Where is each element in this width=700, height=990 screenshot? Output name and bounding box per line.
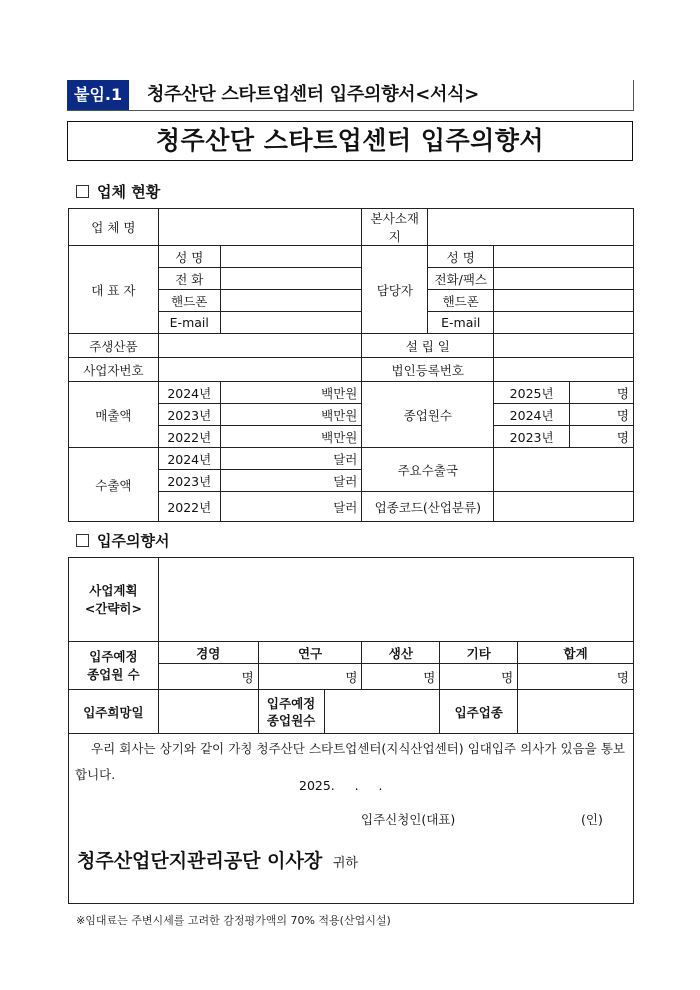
rep-name-field[interactable]	[220, 246, 362, 268]
sales-unit[interactable]: 백만원	[220, 382, 362, 404]
hq-field[interactable]	[428, 209, 634, 246]
corpno-label: 법인등록번호	[362, 358, 494, 382]
recipient	[77, 846, 358, 873]
export-year: 2022년	[158, 492, 220, 522]
rep-label: 대 표 자	[69, 246, 159, 334]
export-label: 수출액	[69, 448, 159, 522]
contact-name-field[interactable]	[494, 246, 634, 268]
sales-year: 2022년	[158, 426, 220, 448]
contact-phone-field[interactable]	[494, 268, 634, 290]
business-plan-label: 사업계획 <간략히>	[69, 558, 159, 642]
bizno-field[interactable]	[158, 358, 362, 382]
attachment-header	[67, 80, 634, 111]
planned-employees-label: 입주예정 종업원 수	[69, 642, 159, 690]
founded-label: 설 립 일	[362, 334, 494, 358]
planned-employees-label-2: 입주예정 종업원수	[258, 690, 324, 734]
contact-mobile-label: 핸드폰	[428, 290, 494, 312]
product-field[interactable]	[158, 334, 362, 358]
export-country-field[interactable]	[494, 448, 634, 492]
employee-count-cell[interactable]: 명	[440, 664, 518, 690]
intent-table	[68, 557, 634, 904]
rep-email-field[interactable]	[220, 312, 362, 334]
move-date-field[interactable]	[158, 690, 258, 734]
company-status-table	[68, 208, 634, 522]
square-bullet-icon	[76, 185, 89, 198]
employees-year: 2025년	[494, 382, 570, 404]
employees-unit[interactable]: 명	[570, 426, 634, 448]
sales-label: 매출액	[69, 382, 159, 448]
sales-unit[interactable]: 백만원	[220, 404, 362, 426]
contact-name-label: 성 명	[428, 246, 494, 268]
export-unit[interactable]: 달러	[220, 492, 362, 522]
company-name-label: 업 체 명	[69, 209, 159, 246]
sales-year: 2023년	[158, 404, 220, 426]
employees-unit[interactable]: 명	[570, 382, 634, 404]
product-label: 주생산품	[69, 334, 159, 358]
employees-unit[interactable]: 명	[570, 404, 634, 426]
footnote: ※임대료는 주변시세를 고려한 감정평가액의 70% 적용(산업시설)	[76, 914, 391, 927]
section-company-status-label: 업체 현황	[97, 183, 161, 201]
corpno-field[interactable]	[494, 358, 634, 382]
statement-date[interactable]: 2025. . .	[299, 778, 383, 793]
export-unit[interactable]: 달러	[220, 448, 362, 470]
section-company-status	[76, 181, 160, 202]
attachment-badge: 붙임.1	[67, 80, 129, 110]
applicant-label: 입주신청인(대표)	[361, 812, 456, 827]
employees-year: 2023년	[494, 426, 570, 448]
move-industry-label: 입주업종	[440, 690, 518, 734]
rep-email-label: E-mail	[158, 312, 220, 334]
employees-label: 종업원수	[362, 382, 494, 448]
sales-unit[interactable]: 백만원	[220, 426, 362, 448]
rep-name-label: 성 명	[158, 246, 220, 268]
category-header: 경영	[158, 642, 258, 664]
contact-email-field[interactable]	[494, 312, 634, 334]
employees-year: 2024년	[494, 404, 570, 426]
sales-year: 2024년	[158, 382, 220, 404]
rep-mobile-field[interactable]	[220, 290, 362, 312]
section-intent	[76, 530, 169, 551]
statement-text: 우리 회사는 상기와 같이 가칭 청주산단 스타트업센터(지식산업센터) 임대입주 의사가 있음을 통보합니다.	[75, 741, 625, 782]
rep-phone-field[interactable]	[220, 268, 362, 290]
export-year: 2024년	[158, 448, 220, 470]
category-header: 합계	[518, 642, 634, 664]
seal-label: (인)	[581, 812, 603, 827]
planned-employees-field[interactable]	[324, 690, 440, 734]
bizno-label: 사업자번호	[69, 358, 159, 382]
rep-mobile-label: 핸드폰	[158, 290, 220, 312]
section-intent-label: 입주의향서	[97, 532, 170, 550]
export-country-label: 주요수출국	[362, 448, 494, 492]
contact-phone-label: 전화/팩스	[428, 268, 494, 290]
move-date-label: 입주희망일	[69, 690, 159, 734]
document-title: 청주산단 스타트업센터 입주의향서	[67, 121, 633, 161]
contact-email-label: E-mail	[428, 312, 494, 334]
contact-label: 담당자	[362, 246, 428, 334]
contact-mobile-field[interactable]	[494, 290, 634, 312]
business-plan-field[interactable]	[158, 558, 633, 642]
employee-count-cell[interactable]: 명	[258, 664, 362, 690]
move-industry-field[interactable]	[518, 690, 634, 734]
industry-code-label: 업종코드(산업분류)	[362, 492, 494, 522]
employee-count-cell[interactable]: 명	[518, 664, 634, 690]
employee-count-cell[interactable]: 명	[362, 664, 440, 690]
category-header: 기타	[440, 642, 518, 664]
category-header: 연구	[258, 642, 362, 664]
recipient-name: 청주산업단지관리공단 이사장	[77, 850, 323, 872]
statement-cell	[69, 734, 634, 904]
export-unit[interactable]: 달러	[220, 470, 362, 492]
attachment-title: 청주산단 스타트업센터 입주의향서<서식>	[147, 84, 479, 105]
category-header: 생산	[362, 642, 440, 664]
employee-count-cell[interactable]: 명	[158, 664, 258, 690]
square-bullet-icon	[76, 534, 89, 547]
recipient-suffix: 귀하	[332, 856, 358, 871]
company-name-field[interactable]	[158, 209, 362, 246]
hq-label: 본사소재지	[362, 209, 428, 246]
industry-code-field[interactable]	[494, 492, 634, 522]
export-year: 2023년	[158, 470, 220, 492]
rep-phone-label: 전 화	[158, 268, 220, 290]
founded-field[interactable]	[494, 334, 634, 358]
